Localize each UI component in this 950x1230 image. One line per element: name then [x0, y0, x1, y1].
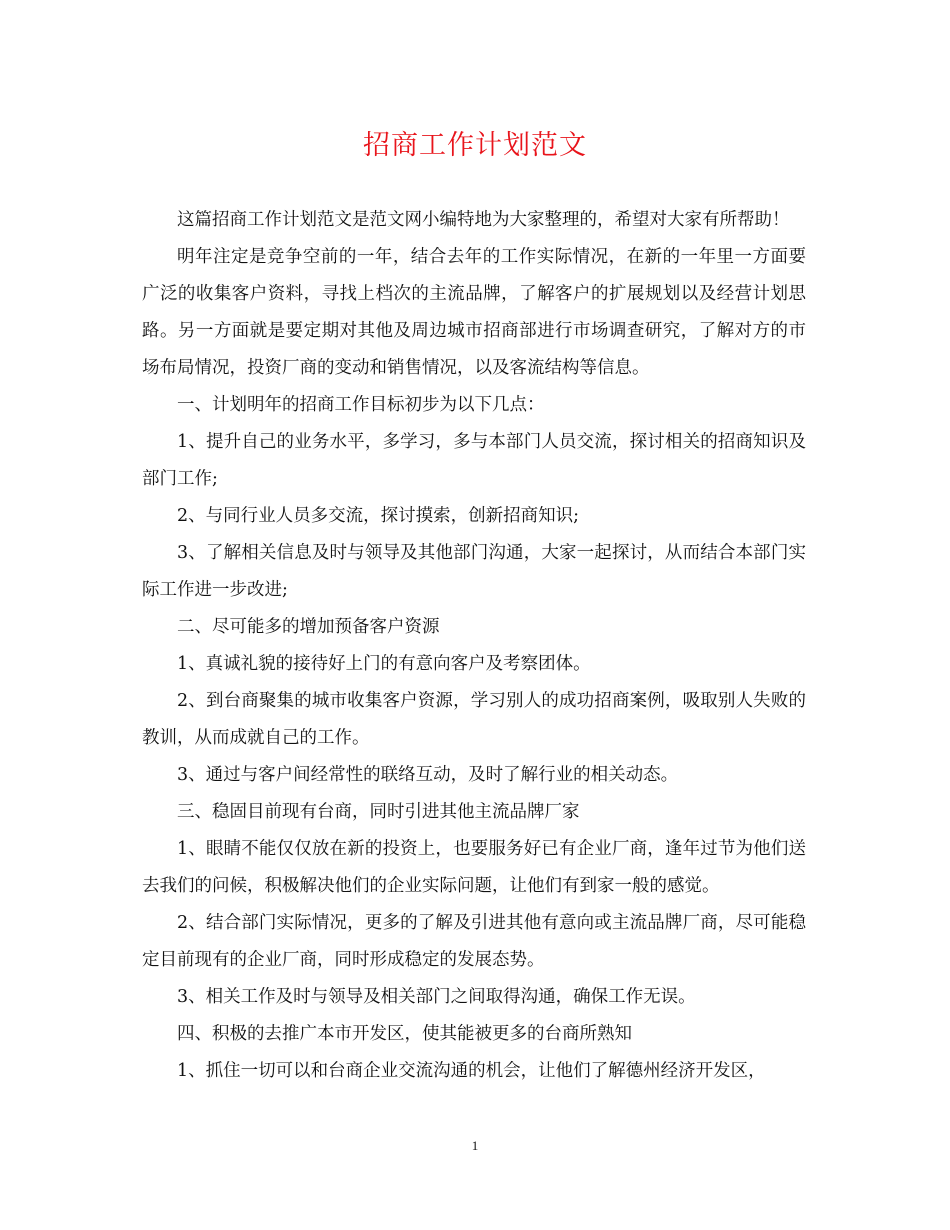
paragraph: 1、提升自己的业务水平，多学习，多与本部门人员交流，探讨相关的招商知识及部门工作;	[142, 432, 806, 489]
paragraph: 1、抓住一切可以和台商企业交流沟通的机会，让他们了解德州经济开发区，	[177, 1061, 766, 1081]
document-body	[142, 202, 806, 1090]
page-number: 1	[471, 1138, 479, 1153]
paragraph: 1、真诚礼貌的接待好上门的有意向客户及考察团体。	[177, 654, 591, 674]
paragraph: 3、通过与客户间经常性的联络互动，及时了解行业的相关动态。	[177, 765, 679, 785]
paragraph: 2、与同行业人员多交流，探讨摸索，创新招商知识;	[177, 506, 580, 526]
paragraph: 3、了解相关信息及时与领导及其他部门沟通，大家一起探讨，从而结合本部门实际工作进一步改进;	[142, 543, 806, 600]
paragraph: 2、结合部门实际情况，更多的了解及引进其他有意向或主流品牌厂商，尽可能稳定目前现有的企业厂商，同时形成稳定的发展态势。	[142, 913, 806, 970]
section-heading: 一、计划明年的招商工作目标初步为以下几点：	[177, 395, 545, 415]
paragraph: 2、到台商聚集的城市收集客户资源，学习别人的成功招商案例，吸取别人失败的教训，从而成就自己的工作。	[142, 691, 806, 748]
document-title: 招商工作计划范文	[363, 130, 587, 161]
section-heading: 四、积极的去推广本市开发区，使其能被更多的台商所熟知	[177, 1024, 632, 1044]
paragraph: 3、相关工作及时与领导及相关部门之间取得沟通，确保工作无误。	[177, 987, 696, 1007]
section-heading: 三、稳固目前现有台商，同时引进其他主流品牌厂家	[177, 802, 580, 822]
paragraph: 明年注定是竞争空前的一年，结合去年的工作实际情况，在新的一年里一方面要广泛的收集客户资料，寻找上档次的主流品牌，了解客户的扩展规划以及经营计划思路。另一方面就是要定期对其他及周边城市招商部进行市场调查研究，了解对方的市场布局情况，投资厂商的变动和销售情况，以及客流结构等信息。	[142, 247, 806, 378]
paragraph: 这篇招商工作计划范文是范文网小编特地为大家整理的，希望对大家有所帮助！	[177, 210, 790, 230]
section-heading: 二、尽可能多的增加预备客户资源	[177, 617, 440, 637]
paragraph: 1、眼睛不能仅仅放在新的投资上，也要服务好已有企业厂商，逢年过节为他们送去我们的问候，积极解决他们的企业实际问题，让他们有到家一般的感觉。	[142, 839, 806, 896]
